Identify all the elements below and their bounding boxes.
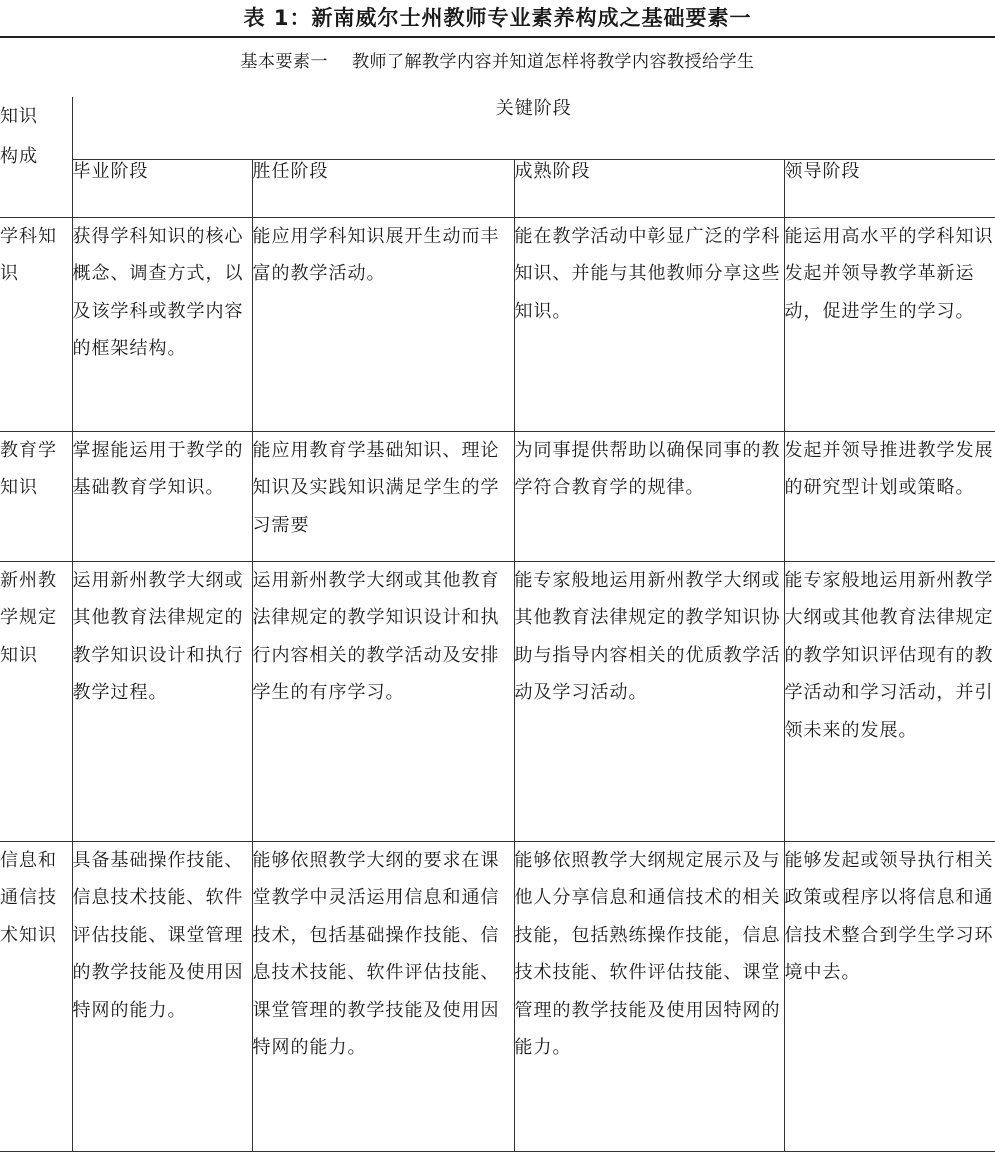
stage-leadership: 领导阶段 bbox=[784, 159, 995, 217]
row-label-ict-knowledge: 信息和通信技术知识 bbox=[0, 841, 72, 1151]
table-cell: 具备基础操作技能、信息技术技能、软件评估技能、课堂管理的教学技能及使用因特网的能力。 bbox=[72, 841, 252, 1151]
competency-table bbox=[0, 97, 995, 1152]
stage-proficient: 胜任阶段 bbox=[252, 159, 514, 217]
table-row bbox=[0, 217, 995, 431]
table-row bbox=[0, 431, 995, 561]
table-cell: 能应用学科知识展开生动而丰富的教学活动。 bbox=[252, 217, 514, 431]
stage-accomplished: 成熟阶段 bbox=[514, 159, 784, 217]
table-cell: 为同事提供帮助以确保同事的教学符合教育学的规律。 bbox=[514, 431, 784, 561]
top-rule bbox=[0, 36, 995, 38]
table-cell: 发起并领导推进教学发展的研究型计划或策略。 bbox=[784, 431, 995, 561]
table-cell: 能专家般地运用新州教学大纲或其他教育法律规定的教学知识协助与指导内容相关的优质教学活动及学习活动。 bbox=[514, 561, 784, 841]
table-cell: 能够发起或领导执行相关政策或程序以将信息和通信技术整合到学生学习环境中去。 bbox=[784, 841, 995, 1151]
table-cell: 能应用教育学基础知识、理论知识及实践知识满足学生的学习需要 bbox=[252, 431, 514, 561]
table-title: 表 1：新南威尔士州教师专业素养构成之基础要素一 bbox=[243, 6, 752, 30]
table-row bbox=[0, 561, 995, 841]
corner-header bbox=[0, 97, 72, 217]
table-cell: 掌握能运用于教学的基础教育学知识。 bbox=[72, 431, 252, 561]
table-cell: 能够依照教学大纲的要求在课堂教学中灵活运用信息和通信技术，包括基础操作技能、信息技术技能、软件评估技能、课堂管理的教学技能及使用因特网的能力。 bbox=[252, 841, 514, 1151]
key-stages-header: 关键阶段 bbox=[72, 97, 995, 159]
corner-line-1: 知识 bbox=[0, 106, 38, 127]
element-text: 教师了解教学内容并知道怎样将教学内容教授给学生 bbox=[352, 52, 755, 72]
table-cell: 能在教学活动中彰显广泛的学科知识、并能与其他教师分享这些知识。 bbox=[514, 217, 784, 431]
row-label-nsw-regulation-knowledge: 新州教学规定知识 bbox=[0, 561, 72, 841]
row-label-pedagogy-knowledge: 教育学知识 bbox=[0, 431, 72, 561]
table-cell: 获得学科知识的核心概念、调查方式，以及该学科或教学内容的框架结构。 bbox=[72, 217, 252, 431]
table-cell: 能够依照教学大纲规定展示及与他人分享信息和通信技术的相关技能，包括熟练操作技能，信息技术技能、软件评估技能、课堂管理的教学技能及使用因特网的能力。 bbox=[514, 841, 784, 1151]
row-label-subject-knowledge: 学科知识 bbox=[0, 217, 72, 431]
stage-graduate: 毕业阶段 bbox=[72, 159, 252, 217]
table-cell: 能专家般地运用新州教学大纲或其他教育法律规定的教学知识评估现有的教学活动和学习活动，并引领未来的发展。 bbox=[784, 561, 995, 841]
table-cell: 运用新州教学大纲或其他教育法律规定的教学知识设计和执行内容相关的教学活动及安排学生的有序学习。 bbox=[252, 561, 514, 841]
header-row-stages bbox=[0, 159, 995, 217]
table-cell: 运用新州教学大纲或其他教育法律规定的教学知识设计和执行教学过程。 bbox=[72, 561, 252, 841]
corner-line-2: 构成 bbox=[0, 146, 38, 167]
header-row-key bbox=[0, 97, 995, 159]
element-heading bbox=[0, 50, 995, 74]
element-label: 基本要素一 bbox=[240, 52, 328, 72]
table-row bbox=[0, 841, 995, 1151]
table-cell: 能运用高水平的学科知识发起并领导教学革新运动，促进学生的学习。 bbox=[784, 217, 995, 431]
